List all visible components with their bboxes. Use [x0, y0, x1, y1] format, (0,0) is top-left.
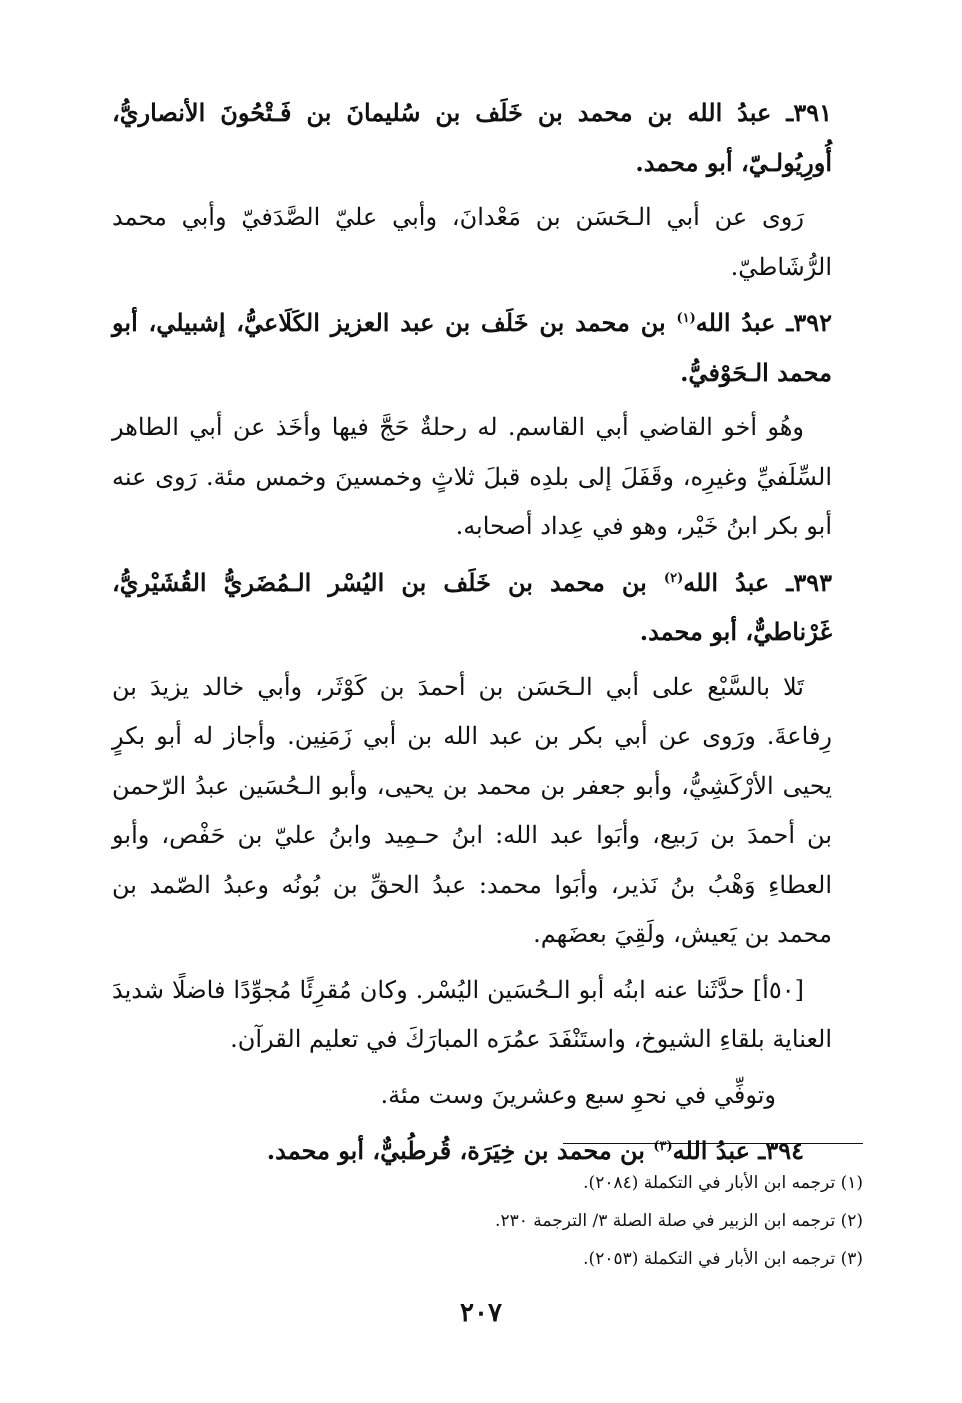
entry-392-heading-rest: بن محمد بن خَلَف بن عبد العزيز الكَلَاعيُّ، إشبيلي، أبو محمد الـحَوْفيُّ. [112, 308, 832, 387]
entry-393-heading-rest: بن محمد بن خَلَف بن اليُسْر الـمُضَريُّ القُشَيْريُّ، غَرْناطيٌّ، أبو محمد. [112, 567, 832, 646]
footnote-ref-2: (٢) [663, 570, 684, 586]
entry-391-heading: ٣٩١ـ عبدُ الله بن محمد بن خَلَف بن سُليمانَ بن فَـتْحُونَ الأنصاريُّ، أُورِيُولـيّ، أبو محمد. [112, 98, 832, 177]
entry-392-heading [112, 298, 832, 397]
footnote-3: (٣) ترجمه ابن الأبار في التكملة (٢٠٥٣). [583, 1249, 863, 1269]
page-number: ٢٠٧ [460, 1298, 502, 1328]
footnote-separator [563, 1143, 863, 1144]
entry-394-heading-start: ٣٩٤ـ عبدُ الله [672, 1136, 804, 1165]
entry-393-paragraph-3: وتوفِّي في نحوِ سبع وعشرينَ وست مئة. [380, 1080, 776, 1109]
entry-393-heading-start: ٣٩٣ـ عبدُ الله [683, 567, 832, 597]
entry-393-heading [112, 558, 832, 657]
footnote-1: (١) ترجمه ابن الأبار في التكملة (٢٠٨٤). [583, 1173, 863, 1193]
entry-393-paragraph-2: [٥٠أ] حدَّثَنا عنه ابنُه أبو الـحُسَين اليُسْر. وكان مُقرِئًا مُجوِّدًا فاضلًا شديدَ العناية بلقاءِ الشيوخ، واستَنْفَدَ عمُرَه المبارَكَ في تعليم القرآن. [112, 975, 832, 1053]
entry-394-heading-rest: بن محمد بن خِيَرَة، قُرطُبيٌّ، أبو محمد. [266, 1136, 654, 1165]
entry-391-paragraph: رَوى عن أبي الـحَسَن بن مَعْدانَ، وأبي عليّ الصَّدَفيّ وأبي محمد الرُّشَاطيّ. [112, 203, 832, 281]
main-text [112, 88, 832, 1176]
footnote-2: (٢) ترجمه ابن الزبير في صلة الصلة ٣/ الترجمة ٢٣٠. [495, 1211, 863, 1231]
entry-392-paragraph: وهُو أخو القاضي أبي القاسم. له رحلةٌ حَجَّ فيها وأخَذ عن أبي الطاهر السِّلَفيِّ وغيرِه، وقَفَلَ إلى بلدِه قبلَ ثلاثٍ وخمسينَ وخمس مئة. رَوى عنه أبو بكر ابنُ خَيْر، وهو في عِداد أصحابه. [112, 413, 832, 540]
entry-392-heading-start: ٣٩٢ـ عبدُ الله [695, 308, 832, 337]
footnote-ref-1: (١) [676, 311, 696, 326]
footnote-ref-3: (٣) [653, 1139, 673, 1154]
entry-393-paragraph-1: تَلا بالسَّبْع على أبي الـحَسَن بن أحمدَ بن كَوْثَر، وأبي خالد يزيدَ بن رِفاعةَ. ورَوى عن أبي بكر بن عبد الله بن أبي زَمَنِين. وأجاز له أبو بكرٍ يحيى الأرْكَشِيُّ، وأبو جعفر بن محمد بن يحيى، وأبو الـحُسَين عبدُ الرّحمن بن أحمدَ بن رَبيع، وأبَوا عبد الله: ابنُ حـمِيد وابنُ عليّ بن حَفْص، وأبو العطاءِ وَهْبُ بنُ نَذير، وأبَوا محمد: عبدُ الحقِّ بن بُونُه وعبدُ الصّمد بن محمد بن يَعيش، ولَقِيَ بعضَهم. [112, 672, 832, 948]
footnotes [143, 1164, 863, 1278]
